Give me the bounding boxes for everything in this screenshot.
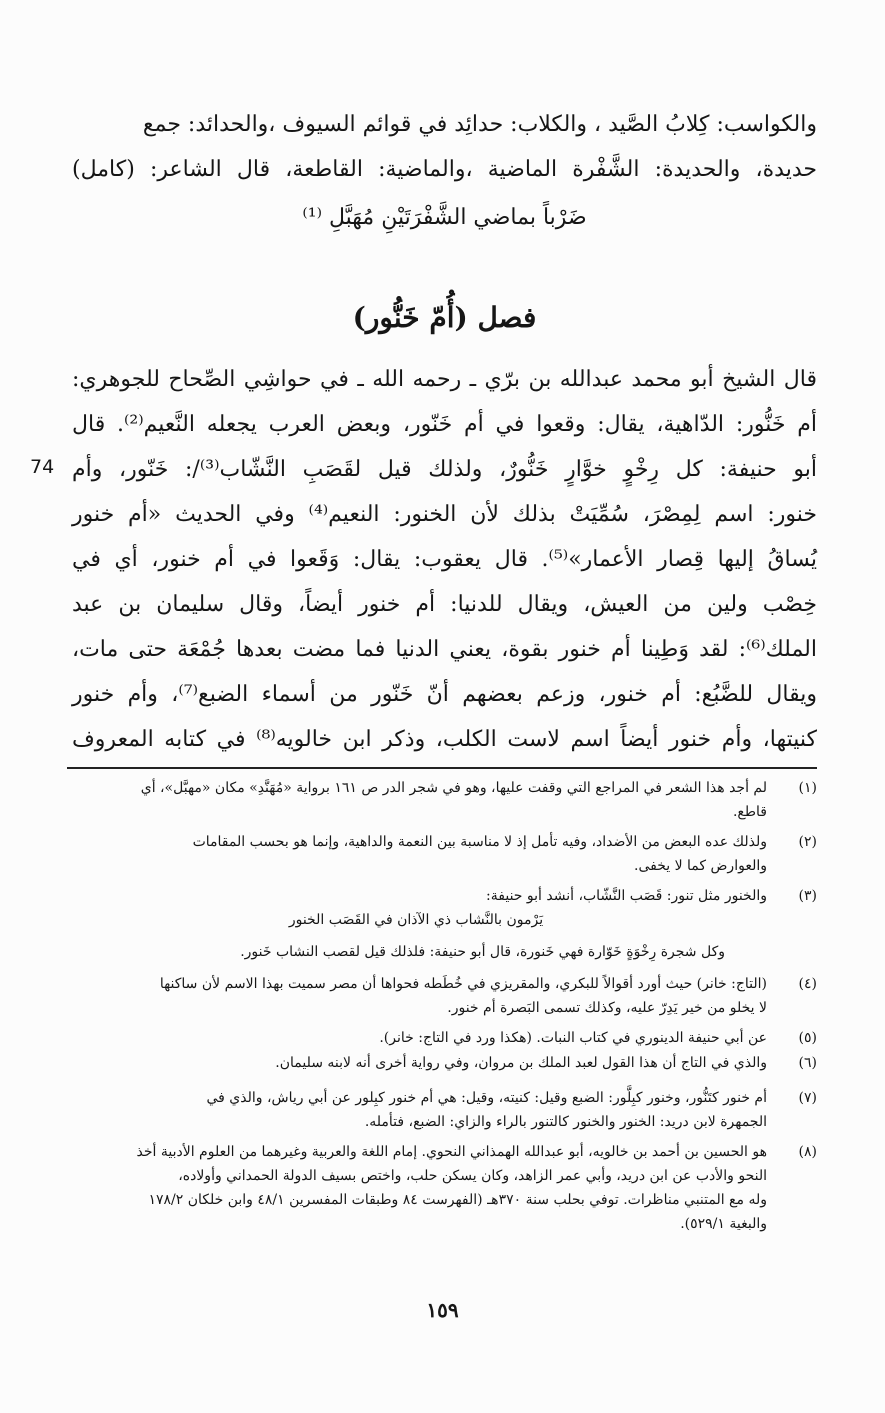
footnote-line: أم خنور كتَنُّور، وخنور كبِلَّور: الضبع وقيل: كنيته، وقيل: هي أم خنور كبِلور عن أبي رياش، والذي في: [206, 1090, 767, 1106]
page-number: ١٥٩: [426, 1298, 459, 1322]
footnote-line: والخنور مثل تنور: قَصَب النَّشّاب، أنشد أبو حنيفة:: [486, 888, 767, 904]
footnote-number: (٢): [798, 834, 817, 850]
footnote-8: [65, 1140, 817, 1236]
footnote-2: [65, 830, 817, 878]
body-line-3: أبو حنيفة: كل رِخْوٍ خوَّارٍ خَنُّورٌ، ولذلك قيل لقَصَبِ النَّشّاب⁽³⁾/: خَنّور، وأم: [72, 457, 817, 482]
footnote-line: الجمهرة لابن دريد: الخنور والخنور كالتنور بالراء والزاي: الضبع، فتأمله.: [364, 1114, 767, 1130]
footnote-4: [65, 972, 817, 1020]
footnote-number: (٣): [798, 888, 817, 904]
footnote-number: (١): [798, 780, 817, 796]
footnote-line: عن أبي حنيفة الدينوري في كتاب النبات. (هكذا ورد في التاج: خانر).: [379, 1030, 767, 1046]
footnote-line: هو الحسين بن أحمد بن خالويه، أبو عبدالله الهمذاني النحوي. إمام اللغة والعربية وغيرهما من العلوم الأدبية أخذ: [136, 1144, 767, 1160]
footnote-number: (٧): [798, 1090, 817, 1106]
footnote-number: (٨): [798, 1144, 817, 1160]
footnote-line: لم أجد هذا الشعر في المراجع التي وقفت عليها، وهو في شجر الدر ص ١٦١ برواية «مُهَنَّدِ» مكان «مهبَّل»، أي: [140, 780, 767, 796]
footnote-line: ولذلك عده البعض من الأضداد، وفيه تأمل إذ لا مناسبة بين النعمة والداهية، وإنما هو بحسب المقامات: [192, 834, 767, 850]
body-line-4: خنور: اسم لِمِصْرَ، سُمِّيَتْ بذلك لأن الخنور: النعيم⁽⁴⁾ وفي الحديث «أم خنور: [72, 502, 817, 527]
body-line-7: الملك⁽⁶⁾: لقد وَطِينا أم خنور بقوة، يعني الدنيا فما مضت بعدها جُمْعَة حتى مات،: [72, 637, 817, 662]
footnote-line: النحو والأدب عن ابن دريد، وأبي عمر الزاهد، وكان يسكن حلب، واختص بسيف الدولة الحمداني وأولاده،: [178, 1168, 767, 1184]
poetry-verse: ضَرْباً بماضي الشَّفْرَتَيْنِ مُهَبَّلِ ⁽¹⁾: [302, 205, 587, 230]
footnote-line: والعوارض كما لا يخفى.: [634, 858, 767, 874]
footnote-line: والذي في التاج أن هذا القول لعبد الملك بن مروان، وفي رواية أخرى أنه لابنه سليمان.: [275, 1055, 767, 1071]
footnote-number: (٥): [798, 1030, 817, 1046]
footnote-7: [65, 1086, 817, 1134]
footnote-number: (٤): [798, 976, 817, 992]
footnote-number: (٦): [798, 1055, 817, 1071]
footnote-line: (التاج: خانر) حيث أورد أقوالاً للبكري، والمقريزي في خُطَطه فحواها أن مصر سميت بهذا الاسم لأن ساكنها: [159, 976, 767, 992]
footnote-line: لا يخلو من خير يَدِرّ عليه، وكذلك تسمى البَصرة أم خنور.: [447, 1000, 767, 1016]
body-line-9: كنيتها، وأم خنور أيضاً اسم لاست الكلب، وذكر ابن خالويه⁽⁸⁾ في كتابه المعروف: [72, 727, 817, 752]
body-line-6: خِصْب ولين من العيش، ويقال للدنيا: أم خنور أيضاً، وقال سليمان بن عبد: [72, 592, 817, 617]
footnote-6: [65, 1051, 817, 1075]
footnote-3: [65, 884, 817, 964]
footnote-verse: يَرْمون بالنَّشاب ذي الآذان في القَصَب الخنور: [288, 912, 544, 928]
body-line-2: أم خَنُّور: الدّاهية، يقال: وقعوا في أم خَنّور، وبعض العرب يجعله النَّعيم⁽²⁾. قال: [72, 412, 818, 437]
footnote-divider: [67, 767, 817, 769]
top-line-2: حديدة، والحديدة: الشَّفْرة الماضية ،والماضية: القاطعة، قال الشاعر: (كامل): [72, 157, 817, 182]
body-line-8: ويقال للضَّبُع: أم خنور، وزعم بعضهم أنّ خَنّور من أسماء الضبع⁽⁷⁾، وأم خنور: [72, 682, 817, 707]
footnote-line: والبغية ٥٢٩/١).: [680, 1216, 767, 1232]
footnote-line: قاطع.: [732, 804, 767, 820]
body-line-5: يُساقُ إليها قِصار الأعمار»⁽⁵⁾. قال يعقوب: يقال: وَقَعوا في أم خنور، أي في: [72, 547, 818, 572]
margin-page-number: 74: [30, 456, 55, 478]
body-line-1: قال الشيخ أبو محمد عبدالله بن برّي ـ رحمه الله ـ في حواشِي الصِّحاح للجوهري:: [72, 367, 817, 392]
footnote-line: وكل شجرة رِخْوَةٍ خَوّارة فهي خَنورة، قال أبو حنيفة: فلذلك قيل لقصب النشاب خَنور.: [240, 944, 725, 960]
footnote-1: [65, 776, 817, 824]
footnote-line: وله مع المتنبي مناظرات. توفي بحلب سنة ٣٧٠هـ (الفهرست ٨٤ وطبقات المفسرين ٤٨/١ وابن خلكان ١٧٨/٢: [148, 1192, 767, 1208]
section-heading: فصل (أُمّ خَنُّور): [352, 301, 537, 334]
footnote-5: [65, 1026, 817, 1050]
top-line-1: والكواسب: كِلابُ الصَّيد ، والكلاب: حدائِد في قوائم السيوف ،والحدائد: جمع: [142, 112, 817, 137]
